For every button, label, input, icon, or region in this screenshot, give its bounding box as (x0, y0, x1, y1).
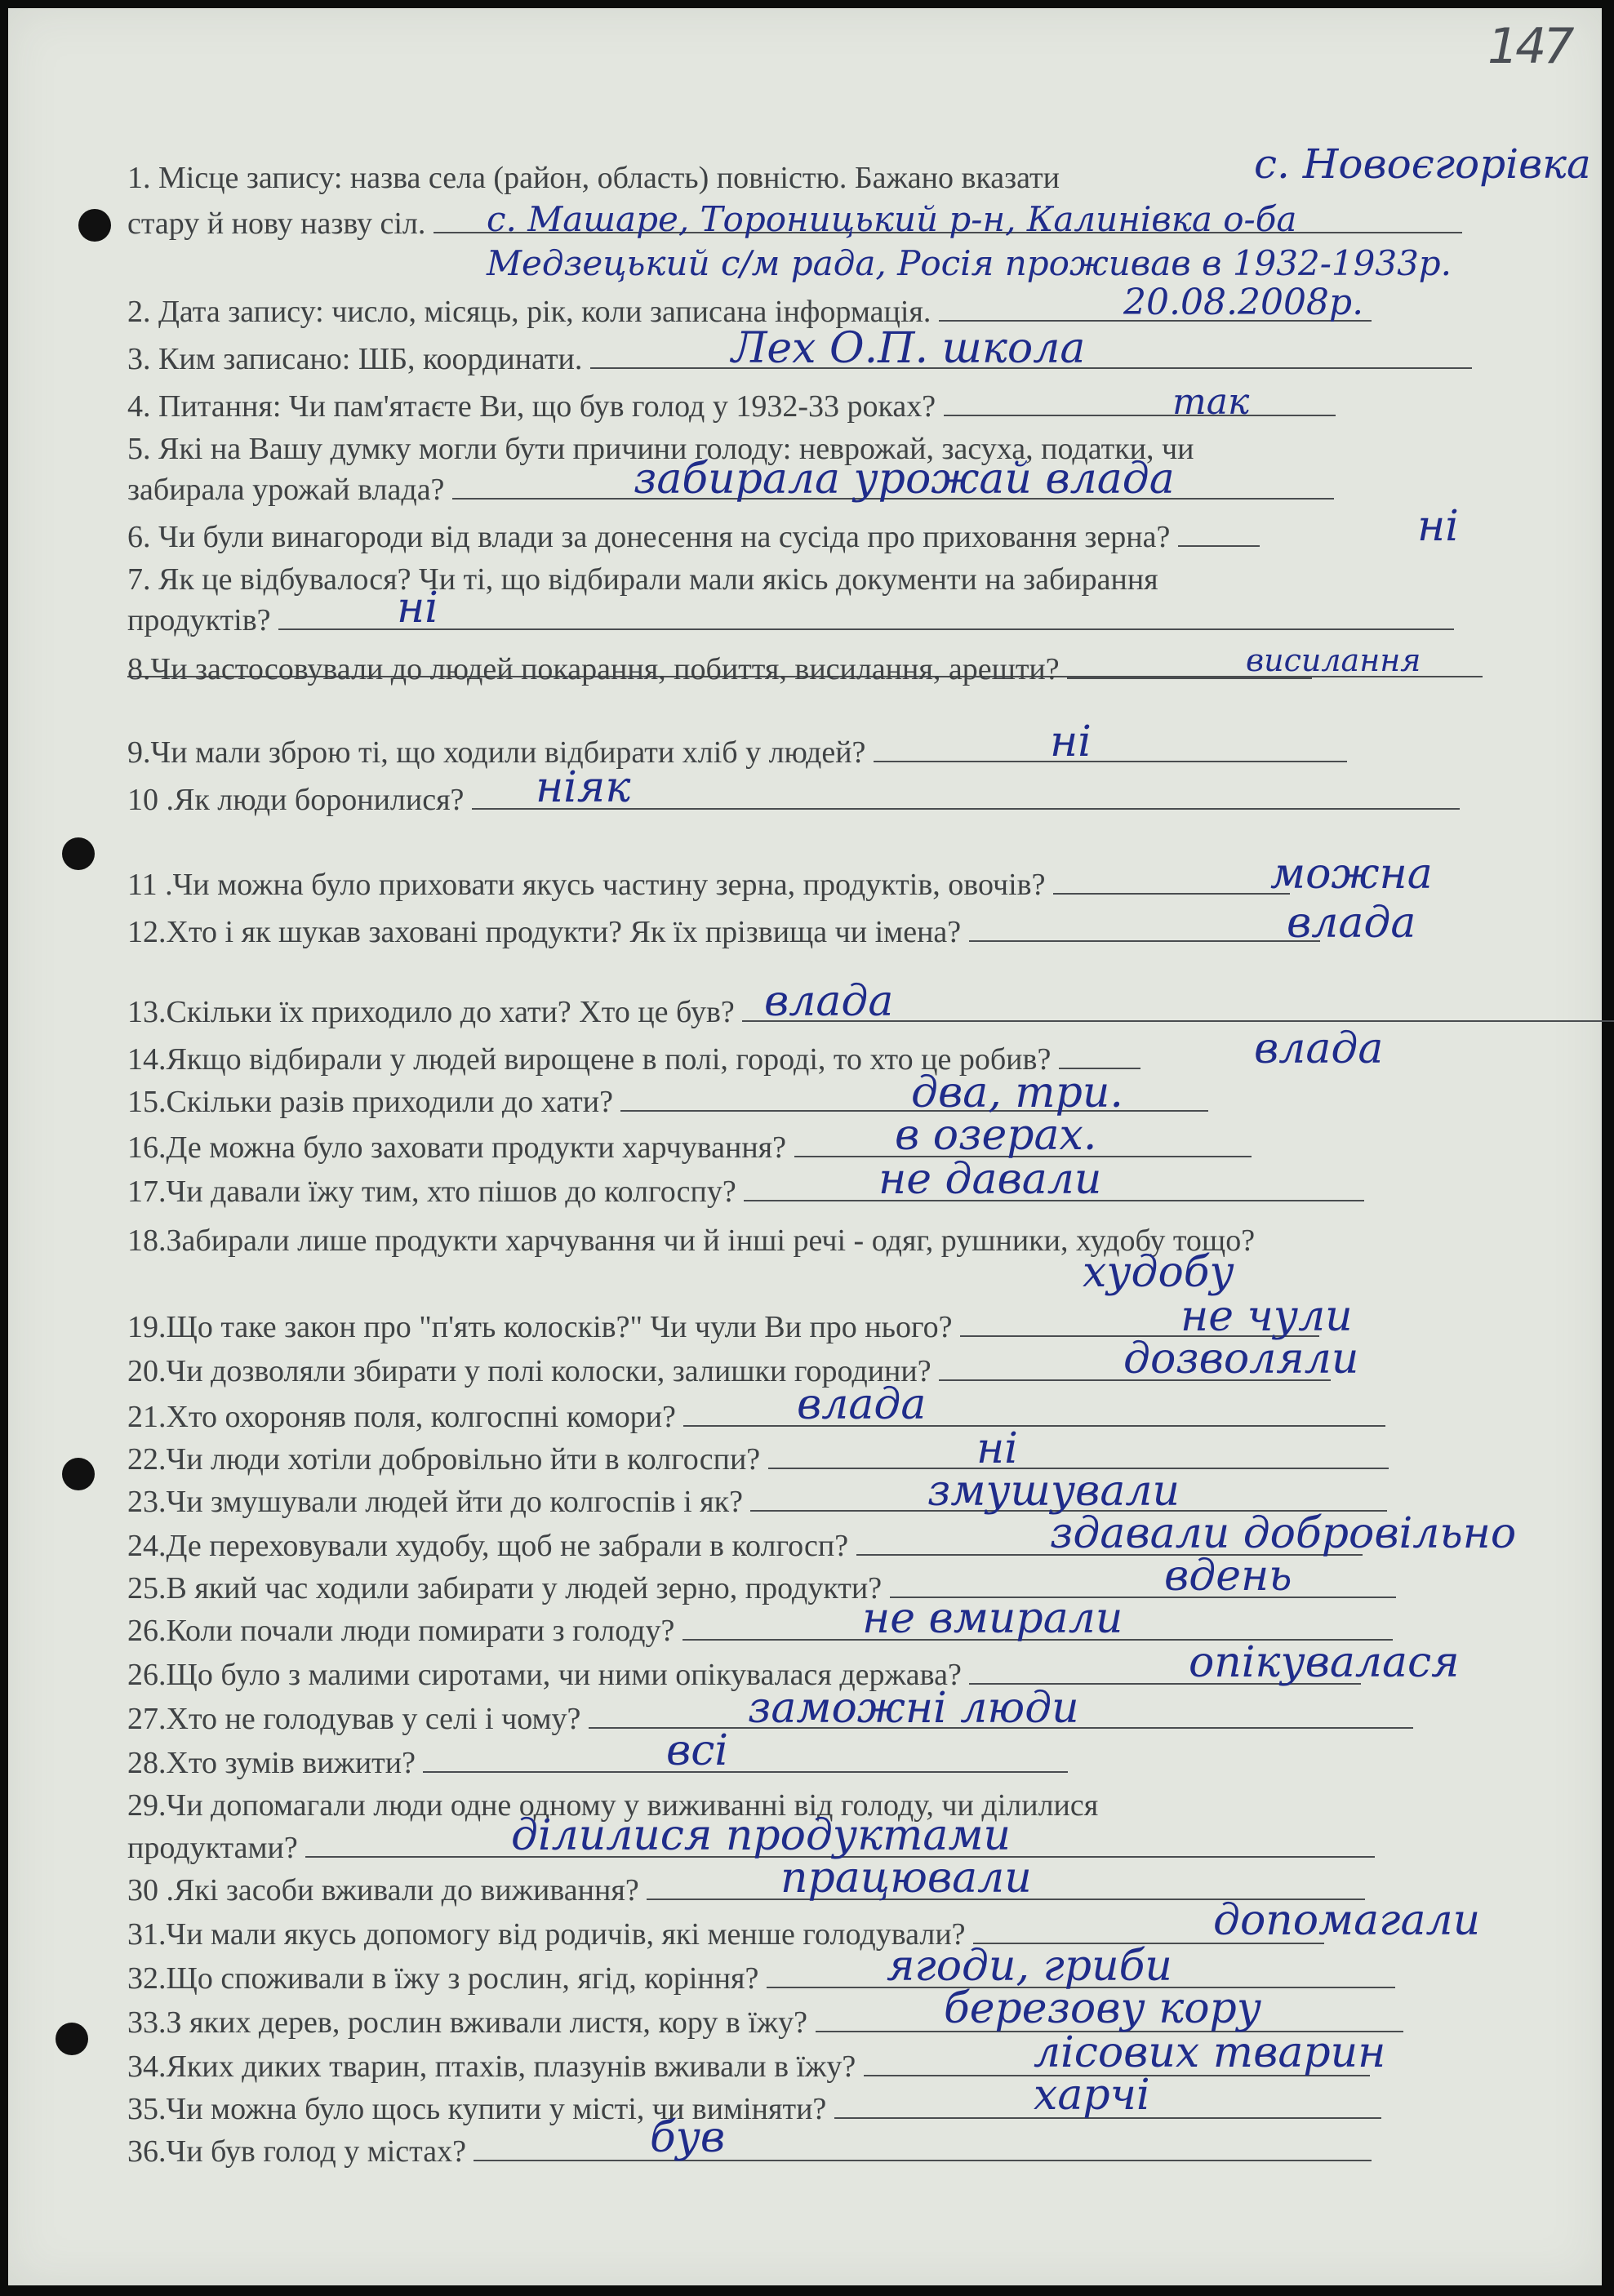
answer-handwriting: влада (797, 1380, 927, 1429)
question-row (127, 455, 1334, 508)
question-row (127, 977, 1614, 1030)
answer-handwriting: харчі (1034, 2071, 1150, 2120)
question-text: 14.Якщо відбирали у людей вирощене в полі, городі, то хто це робив? (127, 1042, 1052, 1077)
question-row (127, 502, 1459, 555)
question-text: 28.Хто зумів вижити? (127, 1746, 416, 1780)
question-text: 12.Хто і як шукав заховані продукти? Як їх прізвища чи імена? (127, 915, 962, 949)
answer-handwriting: лісових тварин (1034, 2028, 1386, 2077)
question-row (127, 1726, 1068, 1781)
question-row (127, 140, 1591, 196)
question-text: 4. Питання: Чи пам'ятаєте Ви, що був голод у 1932-33 роках? (127, 389, 936, 424)
question-text: 30 .Які засоби вживали до виживання? (127, 1873, 639, 1907)
answer-handwriting: ні (1417, 502, 1459, 551)
question-row (127, 584, 1454, 638)
question-text: 34.Яких диких тварин, птахів, плазунів вживали в їжу? (127, 2050, 856, 2084)
question-row (127, 717, 1347, 771)
answer-line (969, 916, 1320, 942)
question-text: 9.Чи мали зброю ті, що ходили відбирати хліб у людей? (127, 735, 866, 770)
question-text: 29.Чи допомагали люди одне одному у виживанні від голоду, чи ділилися (127, 1788, 1099, 1823)
question-text: продуктами? (127, 1831, 298, 1865)
answer-handwriting: опікувалася (1189, 1638, 1460, 1687)
question-row (127, 1638, 1460, 1693)
answer-handwriting: Медзецький с/м рада, Росія проживав в 1932-1933р. (487, 243, 1452, 283)
question-text: 17.Чи давали їжу тим, хто пішов до колгоспу? (127, 1175, 736, 1209)
question-text: 20.Чи дозволяли збирати у полі колоски, залишки городини? (127, 1354, 931, 1388)
answer-handwriting: в озерах. (895, 1111, 1097, 1160)
question-row (127, 381, 1336, 424)
question-text: 5. Які на Вашу думку могли бути причини голоду: неврожай, засуха, податки, чи (127, 432, 1194, 466)
answer-handwriting: ні (1050, 717, 1092, 766)
question-text: 27.Хто не голодував у селі і чому? (127, 1702, 581, 1736)
answer-handwriting: всі (666, 1726, 729, 1775)
answer-handwriting: Лех О.П. школа (731, 324, 1086, 373)
answer-handwriting: влада (764, 977, 894, 1026)
binder-hole (62, 1458, 95, 1490)
answer-handwriting: влада (1287, 899, 1416, 948)
question-text: 7. Як це відбувалося? Чи ті, що відбирали мали якісь документи на забирання (127, 562, 1158, 597)
question-text: 31.Чи мали якусь допомогу від родичів, які менше голодували? (127, 1917, 966, 1952)
question-text: 24.Де переховували худобу, щоб не забрали в колгосп? (127, 1529, 849, 1563)
answer-line (1053, 868, 1290, 895)
answer-line (1059, 1043, 1140, 1069)
question-text: 1. Місце запису: назва села (район, область) повністю. Бажано вказати (127, 161, 1060, 195)
question-text: 22.Чи люди хотіли добровільно йти в колгоспи? (127, 1442, 761, 1477)
question-text: 19.Що таке закон про "п'ять колосків?" Чи чули Ви про нього? (127, 1310, 953, 1344)
question-text: 2. Дата запису: число, місяць, рік, коли записана інформація. (127, 295, 931, 329)
page-number: 147 (1487, 18, 1572, 75)
answer-handwriting: ні (397, 584, 438, 633)
answer-handwriting: худобу (1083, 1248, 1234, 1297)
answer-handwriting: забирала урожай влада (634, 455, 1175, 504)
question-text: 8.Чи застосовували до людей покарання, побиття, висилання, арешти? (127, 652, 1060, 686)
answer-handwriting: здавали добровільно (1050, 1509, 1517, 1558)
answer-handwriting: ніяк (536, 763, 631, 812)
binder-hole (56, 2023, 88, 2055)
answer-handwriting: висилання (1246, 642, 1421, 678)
question-row (127, 2028, 1386, 2085)
question-text: 11 .Чи можна було приховати якусь частину зерна, продуктів, овочів? (127, 868, 1046, 902)
question-text: 25.В який час ходили забирати у людей зерно, продукти? (127, 1571, 883, 1605)
question-row (127, 562, 1158, 597)
answer-handwriting: ділилися продуктами (511, 1811, 1012, 1860)
answer-handwriting: так (1172, 381, 1250, 423)
answer-line (474, 2135, 1372, 2161)
question-text: 33.З яких дерев, рослин вживали листя, кору в їжу? (127, 2005, 808, 2040)
question-row (127, 1424, 1389, 1477)
answer-handwriting: допомагали (1213, 1896, 1481, 1945)
question-row (127, 324, 1472, 377)
question-text: 16.Де можна було заховати продукти харчування? (127, 1130, 787, 1165)
question-text: 10 .Як люди боронилися? (127, 783, 465, 817)
answer-handwriting: дозволяли (1123, 1335, 1359, 1383)
answer-line (683, 1401, 1385, 1427)
question-row (127, 850, 1433, 903)
question-row (127, 642, 1421, 687)
answer-handwriting: ні (976, 1424, 1018, 1473)
binder-hole (78, 209, 111, 242)
answer-handwriting: влада (1254, 1024, 1384, 1073)
question-text: продуктів? (127, 603, 271, 637)
question-row (127, 763, 1460, 818)
question-row (127, 1380, 1385, 1435)
answer-line (423, 1747, 1068, 1773)
answer-handwriting: не давали (878, 1155, 1102, 1204)
answer-handwriting: заможні люди (748, 1684, 1079, 1733)
question-row (127, 1155, 1364, 1210)
answer-handwriting: с. Машаре, Тороницький р-н, Калинівка о-ба (487, 199, 1297, 239)
question-text: 18.Забирали лише продукти харчування чи й інші речі - одяг, рушники, худобу тощо? (127, 1223, 1256, 1258)
question-text: 21.Хто охороняв поля, колгоспні комори? (127, 1400, 676, 1434)
question-text: 26.Коли почали люди помирати з голоду? (127, 1614, 675, 1648)
answer-handwriting: не чули (1180, 1292, 1353, 1341)
question-row (127, 1552, 1396, 1606)
answer-line (768, 1443, 1389, 1469)
question-text: 32.Що споживали в їжу з рослин, ягід, коріння? (127, 1961, 759, 1996)
question-text: 6. Чи були винагороди від влади за донесення на сусіда про приховання зерна? (127, 520, 1171, 554)
answer-handwriting: 20.08.2008р. (1123, 282, 1364, 323)
answer-handwriting: працювали (780, 1854, 1032, 1903)
question-text: 35.Чи можна було щось купити у місті, чи виміняти? (127, 2092, 827, 2126)
answer-handwriting: березову кору (944, 1984, 1262, 2033)
question-text: 15.Скільки разів приходили до хати? (127, 1085, 613, 1119)
answer-handwriting: не вмирали (862, 1594, 1123, 1643)
question-text: 26.Що було з малими сиротами, чи ними опікувалася держава? (127, 1658, 962, 1692)
answer-handwriting: вдень (1164, 1552, 1292, 1601)
question-row (127, 899, 1416, 950)
question-row (127, 2113, 1372, 2169)
answer-line (278, 604, 1454, 630)
answer-handwriting: с. Новоєгорівка (1254, 140, 1591, 188)
question-text: 23.Чи змушували людей йти до колгоспів і як? (127, 1485, 743, 1519)
answer-handwriting: змушували (927, 1467, 1180, 1516)
answer-handwriting: можна (1270, 850, 1433, 899)
question-text: 3. Ким записано: ШБ, координати. (127, 342, 583, 376)
question-row (127, 1811, 1375, 1866)
answer-handwriting: два, три. (911, 1068, 1123, 1117)
question-row (127, 2071, 1381, 2127)
answer-line (874, 736, 1347, 762)
answer-handwriting: ягоди, гриби (887, 1942, 1172, 1991)
question-row (127, 1335, 1359, 1389)
question-row (127, 199, 1462, 242)
answer-handwriting: був (650, 2113, 726, 2162)
questionnaire-sheet (8, 8, 1602, 2285)
question-text: стару й нову назву сіл. (127, 207, 426, 241)
answer-line (1178, 521, 1260, 547)
question-row (127, 1684, 1413, 1737)
binder-hole (62, 837, 95, 870)
question-text: забирала урожай влада? (127, 473, 445, 507)
question-text: 36.Чи був голод у містах? (127, 2134, 466, 2169)
question-text: 13.Скільки їх приходило до хати? Хто це був? (127, 995, 735, 1029)
question-row (127, 1854, 1365, 1908)
answer-line (944, 390, 1336, 416)
